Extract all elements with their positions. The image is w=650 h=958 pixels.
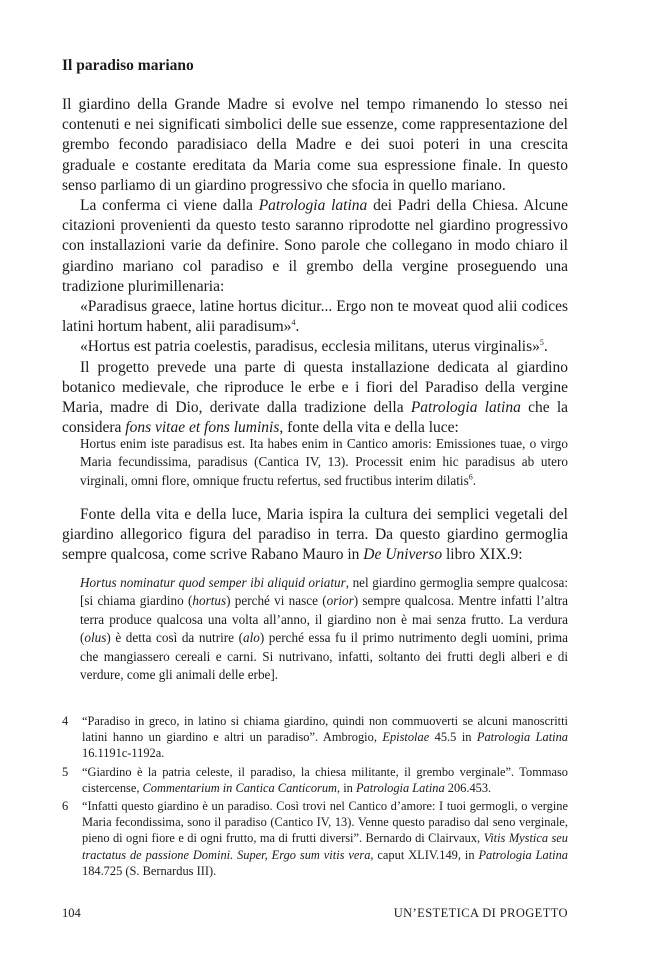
italic-title: Patrologia latina [410, 399, 521, 417]
page-number: 104 [62, 906, 81, 920]
italic-title: Patrologia latina [258, 197, 368, 215]
footnote-ref: 4 [291, 318, 296, 328]
body-text-block-1 [62, 95, 568, 438]
quotation-line: «Paradisus graece, latine hortus dicitur... Ergo non te moveat quod alii codices latini hortum habent, alii paradisum»$^4$. [62, 298, 568, 336]
paragraph: Fonte della vita e della luce, Maria ispira la cultura dei semplici vegetali del giardino allegorico figura del paradiso in terra. Da questo giardino germoglia sempre qualcosa, come scrive Rabano Mauro in De Universo libro XIX.9: [62, 506, 568, 564]
footnote-number: 5 [62, 764, 69, 779]
running-head: UN’ESTETICA DI PROGETTO [393, 906, 568, 920]
footnote-number: 6 [62, 799, 69, 814]
italic-title: De Universo [363, 546, 443, 564]
footnotes [62, 713, 568, 881]
block-quote-latin: Hortus enim iste paradisus est. Ita habes enim in Cantico amoris: Emissiones tuae, o virgo Maria fecundissima, paradisus (Cantica IV, 13). Processit enim hic paradisus ab utero virginali, omni flore, omnique fructu refertus, sed fructibus interim dilatis$^6$. [80, 436, 568, 488]
footnote-number: 4 [62, 714, 69, 728]
paragraph: La conferma ci viene dalla Patrologia latina dei Padri della Chiesa. Alcune citazioni provenienti da questo testo saranno riprodotte nel giardino progressivo con installazioni varie da definire. Sono parole che collegano in modo chiaro il giardino mariano col paradiso e il grembo della vergine proseguendo una tradizione plurimillenaria: [62, 197, 568, 295]
footnote-ref: 6 [468, 472, 473, 482]
body-text-block-2 [62, 505, 568, 566]
footnote [62, 798, 568, 879]
footnote [62, 764, 568, 796]
paragraph: Il progetto prevede una parte di questa installazione dedicata al giardino botanico medievale, che riproduce le erbe e i fiori del Paradiso della vergine Maria, madre di Dio, derivate dalla tradizione della Patrologia latina che la considera fons vitae et fons luminis, fonte della vita e della luce: [62, 358, 569, 437]
footnote-text: “Infatti questo giardino è un paradiso. Così trovi nel Cantico d’amore: I tuoi germogli, o vergine Maria fecondissima, sono il paradiso (Cantico IV, 13). Venne questo paradiso dal seno verginale, pieno di ogni fiore e di ogni frutto, ma di frutti diversi”. Bernardo di Clairvaux, Vitis Mystica seu tractatus de passione Domini. Super, Ergo sum vitis vera, caput XLIV.149, in Patrologia Latina 184.725 (S. Bernardus III). [82, 799, 568, 878]
section-heading: Il paradiso mariano [62, 57, 194, 74]
footnote-ref: 5 [539, 338, 544, 348]
quotation-line: «Hortus est patria coelestis, paradisus, ecclesia militans, uterus virginalis»$^5$. [80, 338, 548, 356]
footnote-text: “Giardino è la patria celeste, il paradiso, la chiesa militante, il grembo verginale”. Tommaso cistercense, Commentarium in Cantica Canticorum, in Patrologia Latina 206.453. [82, 764, 568, 795]
paragraph: Il giardino della Grande Madre si evolve nel tempo rimanendo lo stesso nei contenuti e nei significati simbolici delle sue essenze, come rappresentazione del grembo fecondo paradisiaco della Madre e dei suoi poteri in una crescita graduale e costante ereditata da Maria come sua espressione finale. In questo senso parliamo di un giardino progressivo che sfocia in quello mariano. [62, 96, 568, 194]
italic-phrase: fons vitae et fons luminis [125, 419, 280, 437]
block-quote-translation: Hortus nominatur quod semper ibi aliquid oriatur, nel giardino germoglia sempre qualcosa: [si chiama giardino (hortus) perché vi nasce (orior) sempre qualcosa. Mentre infatti l’altra terra produce qualcosa una volta all’anno, il giardino non è mai senza frutto. La verdura (olus) è detta così da nutrire (alo) perché essa fu il primo nutrimento degli uomini, prima che mangiassero cereali e carni. Si nutrivano, infatti, soltanto dei frutti degli alberi e di verdure, come gli animali delle erbe]. [80, 575, 569, 683]
footnote-text: “Paradiso in greco, in latino si chiama giardino, quindi non commuoverti se alcuni manoscritti latini hanno un giardino e altri un paradiso”. Ambrogio, Epistolae 45.5 in Patrologia Latina 16.1191c-1192a. [82, 714, 568, 761]
footnote [62, 713, 568, 762]
